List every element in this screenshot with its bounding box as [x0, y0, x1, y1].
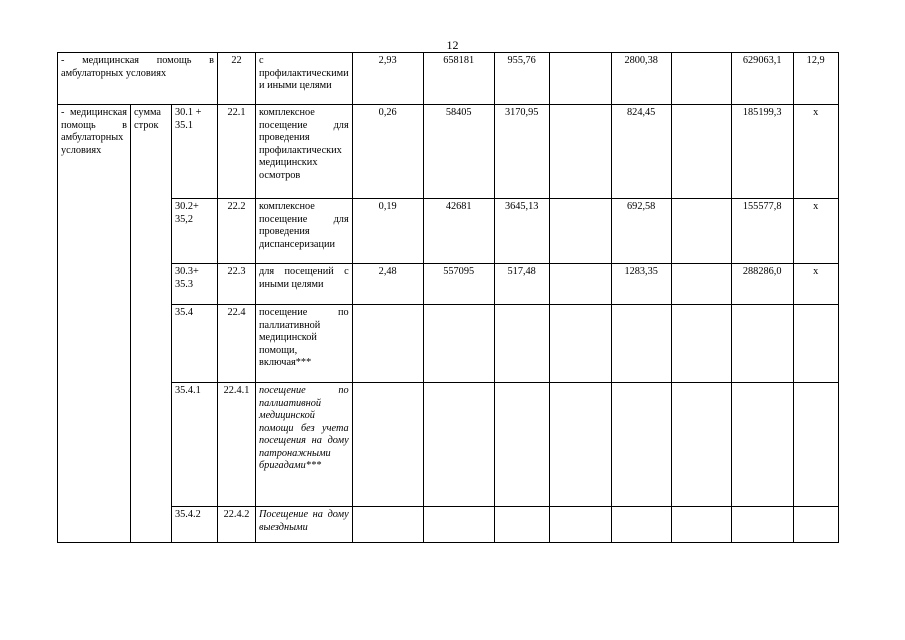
value-cell [423, 507, 494, 543]
value-cell: х [793, 105, 838, 199]
row-description: для посещений с иными целями [256, 264, 353, 305]
value-cell: 824,45 [611, 105, 671, 199]
value-cell [671, 264, 731, 305]
value-cell [671, 383, 731, 507]
row-source: 35.4.2 [172, 507, 218, 543]
value-cell [549, 53, 611, 105]
value-cell [671, 199, 731, 264]
row-number: 22 [218, 53, 256, 105]
value-cell [671, 53, 731, 105]
value-cell: 2,93 [352, 53, 423, 105]
value-cell [671, 507, 731, 543]
row-number: 22.4 [218, 305, 256, 383]
value-cell [611, 383, 671, 507]
value-cell [549, 199, 611, 264]
table-row [58, 53, 839, 105]
value-cell: 3645,13 [494, 199, 549, 264]
row-description: комплексное посещение для проведения диспансеризации [256, 199, 353, 264]
value-cell [611, 305, 671, 383]
row-number: 22.3 [218, 264, 256, 305]
value-cell [611, 507, 671, 543]
value-cell [494, 507, 549, 543]
row-source: 35.4.1 [172, 383, 218, 507]
value-cell: 955,76 [494, 53, 549, 105]
value-cell: 0,26 [352, 105, 423, 199]
table-row [58, 264, 839, 305]
table-row [58, 383, 839, 507]
value-cell: 692,58 [611, 199, 671, 264]
value-cell [549, 305, 611, 383]
value-cell: 2800,38 [611, 53, 671, 105]
value-cell: 42681 [423, 199, 494, 264]
row-source: 30.2+ 35,2 [172, 199, 218, 264]
group-title: - медицинская помощь в амбулаторных условиях [58, 105, 131, 543]
value-cell [731, 383, 793, 507]
table-row [58, 305, 839, 383]
row-description: комплексное посещение для проведения профилактических медицинских осмотров [256, 105, 353, 199]
value-cell: х [793, 199, 838, 264]
value-cell [549, 264, 611, 305]
value-cell: 2,48 [352, 264, 423, 305]
data-table [57, 52, 839, 543]
row-number: 22.1 [218, 105, 256, 199]
value-cell [671, 305, 731, 383]
value-cell [423, 383, 494, 507]
row-description: Посещение на дому выездными [256, 507, 353, 543]
value-cell [549, 507, 611, 543]
value-cell [671, 105, 731, 199]
table-row [58, 105, 839, 199]
value-cell [793, 383, 838, 507]
value-cell [731, 305, 793, 383]
row-number: 22.4.1 [218, 383, 256, 507]
value-cell: 155577,8 [731, 199, 793, 264]
value-cell: х [793, 264, 838, 305]
row-number: 22.4.2 [218, 507, 256, 543]
value-cell: 185199,3 [731, 105, 793, 199]
value-cell [793, 305, 838, 383]
value-cell: 517,48 [494, 264, 549, 305]
value-cell [494, 383, 549, 507]
table-row [58, 199, 839, 264]
value-cell [494, 305, 549, 383]
value-cell [549, 383, 611, 507]
value-cell: 557095 [423, 264, 494, 305]
row-source: 30.3+ 35.3 [172, 264, 218, 305]
value-cell: 0,19 [352, 199, 423, 264]
row-source: 30.1 + 35.1 [172, 105, 218, 199]
value-cell [352, 305, 423, 383]
row-title: - медицинская помощь в амбулаторных условиях [58, 53, 218, 105]
row-description: с профилактическими и иными целями [256, 53, 353, 105]
value-cell: 3170,95 [494, 105, 549, 199]
value-cell: 288286,0 [731, 264, 793, 305]
value-cell: 1283,35 [611, 264, 671, 305]
value-cell: 629063,1 [731, 53, 793, 105]
value-cell [731, 507, 793, 543]
value-cell [423, 305, 494, 383]
value-cell: 58405 [423, 105, 494, 199]
value-cell: 12,9 [793, 53, 838, 105]
row-number: 22.2 [218, 199, 256, 264]
row-source: 35.4 [172, 305, 218, 383]
value-cell [352, 507, 423, 543]
row-description: посещение по паллиативной медицинской помощи, включая*** [256, 305, 353, 383]
page-number: 12 [446, 38, 459, 52]
row-description: посещение по паллиативной медицинской помощи без учета посещения на дому патронажными бригадами*** [256, 383, 353, 507]
value-cell [352, 383, 423, 507]
group-label: сумма строк [131, 105, 172, 543]
value-cell: 658181 [423, 53, 494, 105]
value-cell [793, 507, 838, 543]
value-cell [549, 105, 611, 199]
table-row [58, 507, 839, 543]
